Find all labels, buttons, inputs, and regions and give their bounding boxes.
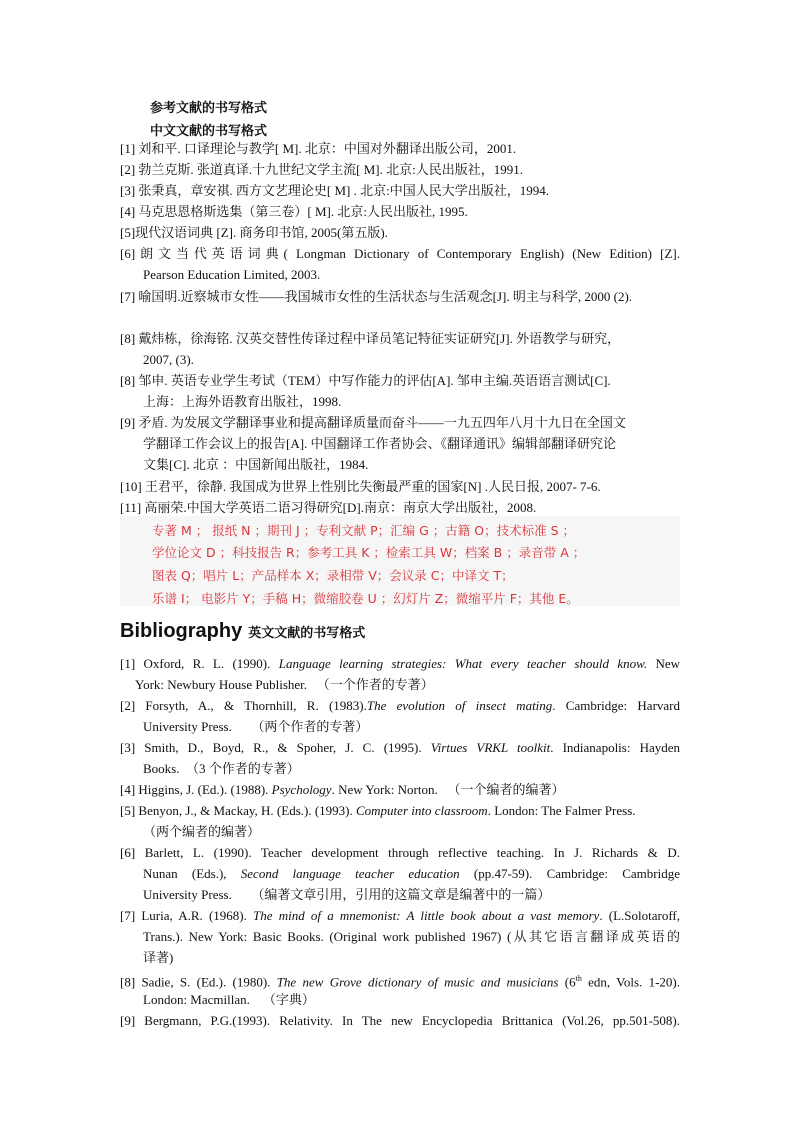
reference-item: [11] 高丽荣.中国大学英语二语习得研究[D].南京：南京大学出版社，2008.	[120, 500, 537, 515]
bibliography-subtitle: 英文文献的书写格式	[248, 625, 366, 640]
reference-item: [3] Smith, D., Boyd, R., & Spoher, J. C. (1995). Virtues VRKL toolkit. Indianapolis: Hayden	[120, 740, 680, 755]
reference-item-continuation: London: Macmillan. （字典）	[143, 992, 315, 1007]
reference-item-continuation: 2007, (3).	[143, 352, 194, 367]
bibliography-title: Bibliography	[120, 620, 243, 642]
page-title: 参考文献的书写格式	[150, 100, 268, 115]
reference-item: [1] Oxford, R. L. (1990). Language learning strategies: What every teacher should know. New	[120, 656, 680, 671]
bibliography-heading	[120, 620, 365, 643]
reference-item: [2] Forsyth, A., & Thornhill, R. (1983).The evolution of insect mating. Cambridge: Harvard	[120, 698, 681, 713]
reference-item-continuation: Trans.). New York: Basic Books. (Original work published 1967) (从其它语言翻译成英语的	[143, 929, 680, 944]
reference-item-continuation: Nunan (Eds.), Second language teacher education (pp.47-59). Cambridge: Cambridge	[143, 866, 680, 881]
reference-item-continuation: （两个编者的编著）	[143, 824, 261, 839]
legend-line: 图表 Q；唱片 L；产品样本 X；录相带 V；会议录 C；中译文 T；	[152, 568, 514, 583]
reference-item: [5] Benyon, J., & Mackay, H. (Eds.). (1993). Computer into classroom. London: The Falmer Press.	[120, 803, 636, 818]
reference-item: [7] 喻国明.近察城市女性——我国城市女性的生活状态与生活观念[J]. 明主与科学, 2000 (2).	[120, 289, 633, 304]
chinese-section-heading: 中文文献的书写格式	[150, 123, 268, 138]
reference-item-continuation: University Press. （编著文章引用，引用的这篇文章是编著中的一篇）	[143, 887, 551, 902]
reference-item: [6] Barlett, L. (1990). Teacher development through reflective teaching. In J. Richards & D.	[120, 845, 680, 860]
reference-item: [9] 矛盾. 为发展文学翻译事业和提高翻译质量而奋斗——一九五四年八月十九日在全国文	[120, 415, 626, 430]
reference-item: [5]现代汉语词典 [Z]. 商务印书馆, 2005(第五版).	[120, 225, 388, 240]
reference-item: [6]朗文当代英语词典( Longman Dictionary of Contemporary English) (New Edition) [Z].	[120, 246, 680, 261]
reference-item: [8] Sadie, S. (Ed.). (1980). The new Grove dictionary of music and musicians (6th edn, Vols. 1-20).	[120, 974, 680, 990]
document-type-legend	[120, 516, 680, 606]
reference-item-continuation: Pearson Education Limited, 2003.	[143, 267, 321, 282]
reference-item-continuation: 学翻译工作会议上的报告[A]. 中国翻译工作者协会、《翻译通讯》编辑部翻译研究论	[143, 436, 617, 451]
reference-item: [7] Luria, A.R. (1968). The mind of a mnemonist: A little book about a vast memory. (L.Solotaroff,	[120, 908, 681, 923]
legend-line: 专著 M ； 报纸 N ；期刊 J ；专利文献 P；汇编 G ；古籍 O；技术标准 S ；	[152, 523, 575, 538]
reference-item-continuation: Books. （3 个作者的专著）	[143, 761, 300, 776]
reference-item: [4] 马克思恩格斯选集（第三卷）[ M]. 北京:人民出版社, 1995.	[120, 204, 468, 219]
legend-line: 学位论文 D ；科技报告 R；参考工具 K ；检索工具 W；档案 B ；录音带 A ；	[152, 545, 586, 560]
reference-item-continuation: 上海：上海外语教育出版社，1998.	[143, 394, 342, 409]
reference-item: [1] 刘和平. 口译理论与教学[ M]. 北京：中国对外翻译出版公司，2001.	[120, 141, 517, 156]
reference-item: [2] 勃兰克斯. 张道真译.十九世纪文学主流[ M]. 北京:人民出版社，1991.	[120, 162, 523, 177]
reference-item-continuation: 译著)	[143, 950, 174, 965]
reference-item: [9] Bergmann, P.G.(1993). Relativity. In The new Encyclopedia Brittanica (Vol.26, pp.501-508).	[120, 1013, 680, 1028]
reference-item-continuation: 文集[C]. 北京 ：中国新闻出版社，1984.	[143, 457, 369, 472]
reference-item-continuation: University Press. （两个作者的专著）	[143, 719, 369, 734]
reference-item: [4] Higgins, J. (Ed.). (1988). Psychology. New York: Norton. （一个编者的编著）	[120, 782, 565, 797]
reference-item: [3] 张秉真，章安祺. 西方文艺理论史[ M] . 北京:中国人民大学出版社，1994.	[120, 183, 549, 198]
reference-item: [10] 王君平，徐静. 我国成为世界上性别比失衡最严重的国家[N] .人民日报, 2007- 7-6.	[120, 479, 601, 494]
reference-item: [8] 邹申. 英语专业学生考试（TEM）中写作能力的评估[A]. 邹申主编.英语语言测试[C].	[120, 373, 611, 388]
reference-item: [8] 戴炜栋，徐海铭. 汉英交替性传译过程中译员笔记特征实证研究[J]. 外语教学与研究，	[120, 331, 621, 346]
legend-line: 乐谱 I； 电影片 Y；手稿 H；微缩胶卷 U ；幻灯片 Z；微缩平片 F；其他 E。	[152, 591, 579, 606]
reference-item-continuation: York: Newbury House Publisher. （一个作者的专著）	[135, 677, 434, 692]
